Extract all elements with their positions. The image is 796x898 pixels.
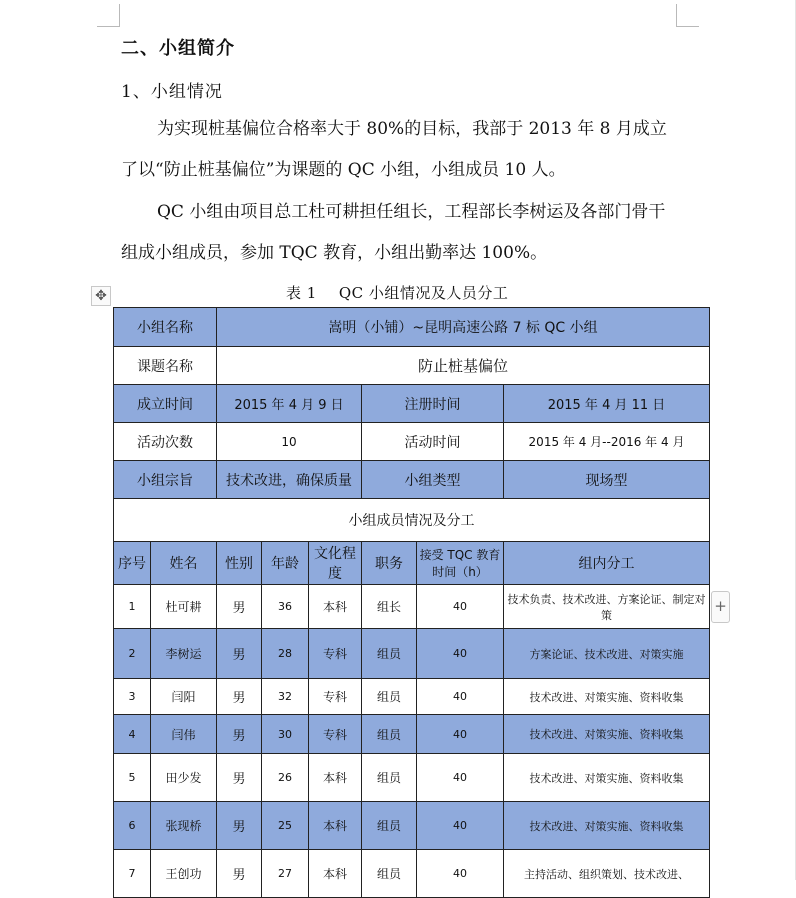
member-education[interactable]: 专科	[309, 679, 362, 715]
table-row	[114, 679, 710, 715]
member-post[interactable]: 组员	[362, 802, 417, 850]
activity-count-value[interactable]: 10	[217, 423, 362, 461]
member-no[interactable]: 3	[114, 679, 151, 715]
activity-count-label: 活动次数	[114, 423, 217, 461]
member-post[interactable]: 组员	[362, 850, 417, 898]
member-hours[interactable]: 40	[417, 754, 504, 802]
member-no[interactable]: 2	[114, 629, 151, 679]
member-hours[interactable]: 40	[417, 679, 504, 715]
member-name[interactable]: 田少发	[151, 754, 217, 802]
member-post[interactable]: 组员	[362, 679, 417, 715]
member-post[interactable]: 组员	[362, 715, 417, 754]
member-no[interactable]: 1	[114, 585, 151, 629]
member-sex[interactable]: 男	[217, 850, 262, 898]
member-no[interactable]: 5	[114, 754, 151, 802]
group-name-value[interactable]: 嵩明（小铺）~昆明高速公路 7 标 QC 小组	[217, 308, 710, 347]
header-no: 序号	[114, 542, 151, 585]
row-topic	[114, 347, 710, 385]
margin-corner-top-left	[97, 4, 120, 27]
member-post[interactable]: 组员	[362, 754, 417, 802]
member-age[interactable]: 25	[262, 802, 309, 850]
member-hours[interactable]: 40	[417, 850, 504, 898]
table-row	[114, 585, 710, 629]
member-role[interactable]: 技术改进、对策实施、资料收集	[504, 802, 710, 850]
header-post: 职务	[362, 542, 417, 585]
member-age[interactable]: 26	[262, 754, 309, 802]
member-education[interactable]: 专科	[309, 629, 362, 679]
member-post[interactable]: 组长	[362, 585, 417, 629]
caption-title: QC 小组情况及人员分工	[338, 284, 509, 302]
caption-number: 表 1	[286, 284, 317, 302]
table-row	[114, 802, 710, 850]
member-role[interactable]: 主持活动、组织策划、技术改进、	[504, 850, 710, 898]
header-age: 年龄	[262, 542, 309, 585]
member-age[interactable]: 36	[262, 585, 309, 629]
header-tqc-hours: 接受 TQC 教育时间（h）	[417, 542, 504, 585]
member-post[interactable]: 组员	[362, 629, 417, 679]
type-label: 小组类型	[362, 461, 504, 499]
member-no[interactable]: 7	[114, 850, 151, 898]
member-role[interactable]: 技术改进、对策实施、资料收集	[504, 715, 710, 754]
member-name[interactable]: 张现桥	[151, 802, 217, 850]
member-sex[interactable]: 男	[217, 802, 262, 850]
member-role[interactable]: 方案论证、技术改进、对策实施	[504, 629, 710, 679]
table-row	[114, 754, 710, 802]
header-name: 姓名	[151, 542, 217, 585]
header-sex: 性别	[217, 542, 262, 585]
row-founded	[114, 385, 710, 423]
table-row	[114, 850, 710, 898]
founded-value[interactable]: 2015 年 4 月 9 日	[217, 385, 362, 423]
member-hours[interactable]: 40	[417, 802, 504, 850]
member-sex[interactable]: 男	[217, 629, 262, 679]
paragraph-2	[121, 192, 681, 274]
paragraph-2-text: QC 小组由项目总工杜可耕担任组长，工程部长李树运及各部门骨干组成小组成员，参加 TQC 教育，小组出勤率达 100%。	[121, 202, 666, 263]
table-caption	[286, 282, 508, 303]
member-hours[interactable]: 40	[417, 715, 504, 754]
member-education[interactable]: 本科	[309, 754, 362, 802]
member-age[interactable]: 28	[262, 629, 309, 679]
add-row-icon[interactable]: +	[711, 591, 730, 623]
type-value[interactable]: 现场型	[504, 461, 710, 499]
member-name[interactable]: 王创功	[151, 850, 217, 898]
row-activity	[114, 423, 710, 461]
member-role[interactable]: 技术改进、对策实施、资料收集	[504, 679, 710, 715]
group-name-label: 小组名称	[114, 308, 217, 347]
member-age[interactable]: 30	[262, 715, 309, 754]
paragraph-1	[121, 109, 681, 191]
activity-time-label: 活动时间	[362, 423, 504, 461]
member-sex[interactable]: 男	[217, 679, 262, 715]
registered-label: 注册时间	[362, 385, 504, 423]
purpose-value[interactable]: 技术改进，确保质量	[217, 461, 362, 499]
activity-time-value[interactable]: 2015 年 4 月--2016 年 4 月	[504, 423, 710, 461]
member-name[interactable]: 闫伟	[151, 715, 217, 754]
row-purpose	[114, 461, 710, 499]
founded-label: 成立时间	[114, 385, 217, 423]
member-role[interactable]: 技术负责、技术改进、方案论证、制定对策	[504, 585, 710, 629]
member-sex[interactable]: 男	[217, 754, 262, 802]
member-sex[interactable]: 男	[217, 585, 262, 629]
member-age[interactable]: 27	[262, 850, 309, 898]
row-group-name	[114, 308, 710, 347]
header-role: 组内分工	[504, 542, 710, 585]
member-education[interactable]: 本科	[309, 802, 362, 850]
member-age[interactable]: 32	[262, 679, 309, 715]
table-move-handle-icon[interactable]: ✥	[91, 286, 111, 306]
members-title: 小组成员情况及分工	[114, 499, 710, 542]
header-education: 文化程度	[309, 542, 362, 585]
section-heading: 二、小组简介	[121, 38, 235, 59]
paragraph-1-text: 为实现桩基偏位合格率大于 80%的目标，我部于 2013 年 8 月成立了以“防止桩基偏位”为课题的 QC 小组，小组成员 10 人。	[121, 119, 667, 180]
member-education[interactable]: 专科	[309, 715, 362, 754]
topic-value[interactable]: 防止桩基偏位	[217, 347, 710, 385]
member-no[interactable]: 4	[114, 715, 151, 754]
purpose-label: 小组宗旨	[114, 461, 217, 499]
member-no[interactable]: 6	[114, 802, 151, 850]
member-name[interactable]: 李树运	[151, 629, 217, 679]
row-member-headers	[114, 542, 710, 585]
member-name[interactable]: 杜可耕	[151, 585, 217, 629]
topic-label: 课题名称	[114, 347, 217, 385]
table-row	[114, 715, 710, 754]
member-hours[interactable]: 40	[417, 629, 504, 679]
margin-corner-top-right	[676, 4, 699, 27]
member-sex[interactable]: 男	[217, 715, 262, 754]
member-hours[interactable]: 40	[417, 585, 504, 629]
member-role[interactable]: 技术改进、对策实施、资料收集	[504, 754, 710, 802]
registered-value[interactable]: 2015 年 4 月 11 日	[504, 385, 710, 423]
member-education[interactable]: 本科	[309, 585, 362, 629]
member-name[interactable]: 闫阳	[151, 679, 217, 715]
row-members-title	[114, 499, 710, 542]
member-education[interactable]: 本科	[309, 850, 362, 898]
qc-group-table	[113, 307, 710, 898]
subsection-heading: 1、小组情况	[121, 82, 223, 102]
table-row	[114, 629, 710, 679]
